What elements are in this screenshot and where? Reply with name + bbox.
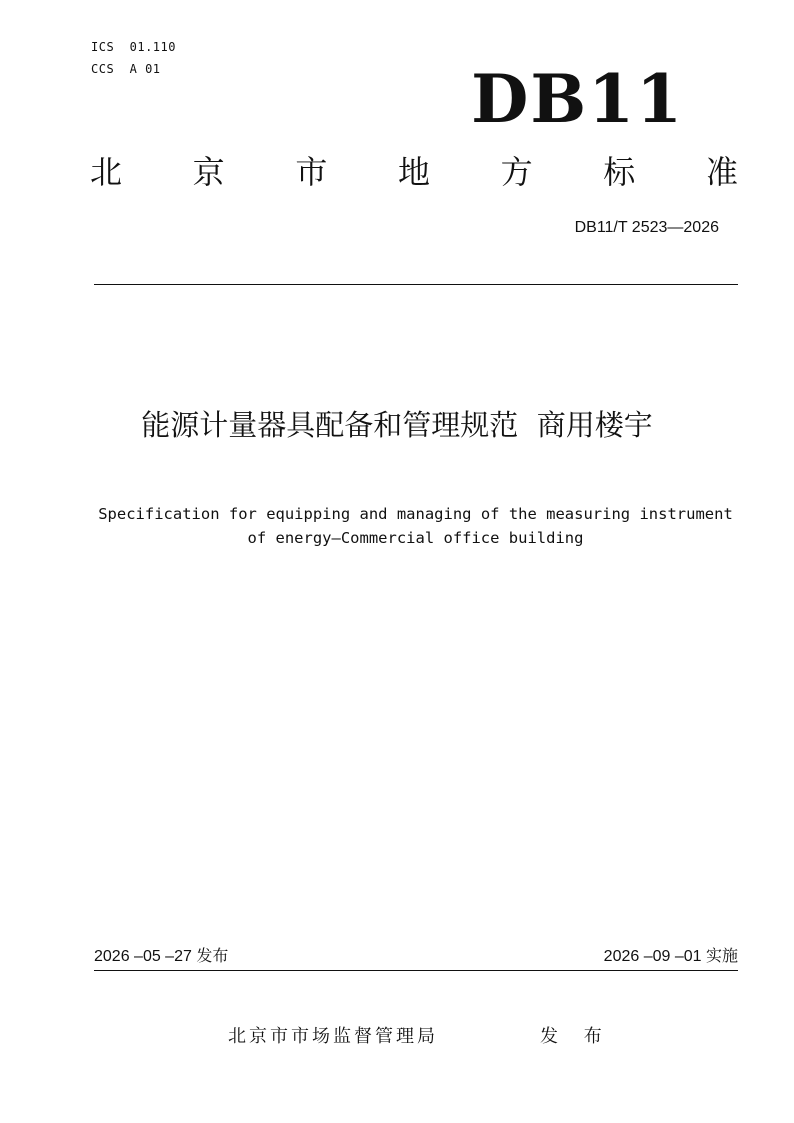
ccs-code: CCS A 01	[91, 62, 161, 76]
standard-level-char: 北	[90, 153, 123, 191]
db11-logo: DB11	[471, 60, 684, 138]
issue-date: 2026 –05 –27 发布	[94, 948, 229, 965]
standard-level-char: 标	[603, 153, 636, 191]
english-title-line-2: of energy—Commercial office building	[247, 529, 584, 547]
chinese-title: 能源计量器具配备和管理规范 商用楼宇	[141, 408, 653, 442]
standard-level-char: 准	[705, 153, 738, 191]
standard-level-heading	[90, 150, 738, 194]
top-divider	[94, 284, 738, 285]
standard-level-char: 地	[397, 153, 430, 191]
standard-number: DB11/T 2523—2026	[574, 219, 719, 236]
issue-label: 发 布	[540, 1026, 612, 1047]
bottom-divider	[94, 970, 738, 971]
english-title-line-1: Specification for equipping and managing of the measuring instrument	[98, 505, 733, 523]
standard-level-char: 方	[500, 153, 533, 191]
ics-code: ICS 01.110	[91, 40, 176, 54]
standard-level-char: 京	[192, 153, 225, 191]
issuing-authority: 北京市市场监督管理局	[228, 1026, 438, 1047]
standard-level-char: 市	[295, 153, 328, 191]
implementation-date: 2026 –09 –01 实施	[603, 948, 738, 965]
